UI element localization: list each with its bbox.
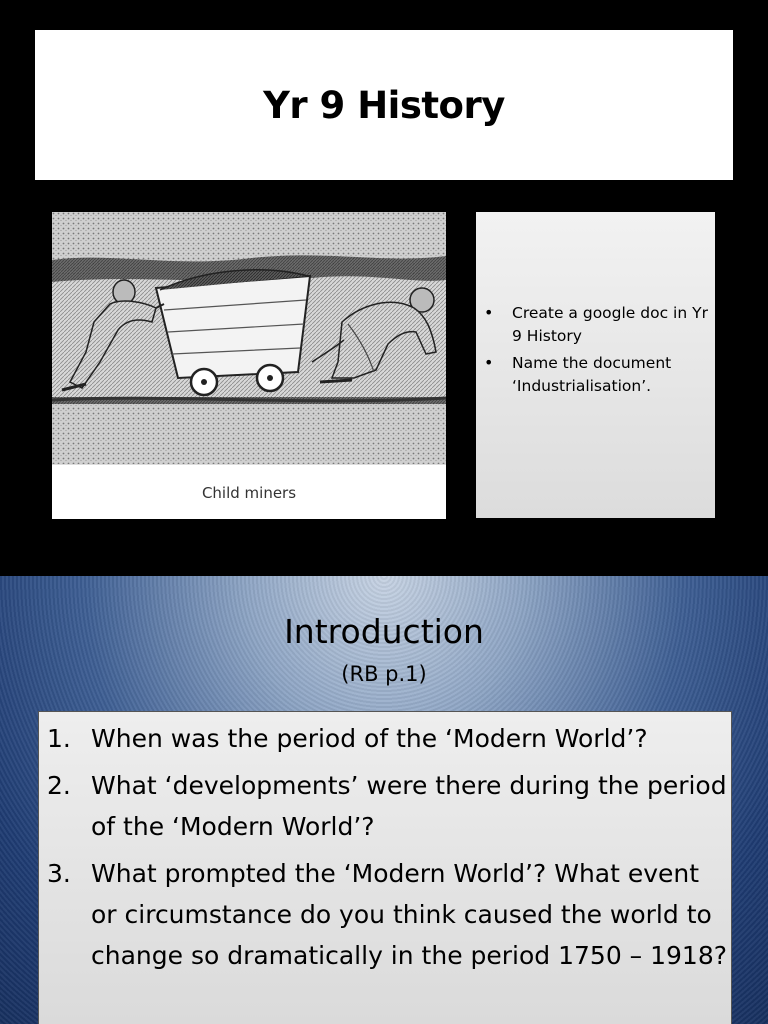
instruction-item: • Name the document ‘Industrialisation’. xyxy=(484,352,709,398)
title-box xyxy=(35,30,733,180)
questions-list xyxy=(47,718,727,982)
instructions-list xyxy=(484,302,709,402)
child-miners-engraving xyxy=(52,212,446,464)
question-text: What ‘developments’ were there during the period of the ‘Modern World’? xyxy=(91,771,727,841)
slide-title: Yr 9 History xyxy=(263,83,505,127)
instructions-box xyxy=(476,212,715,518)
question-number: 2. xyxy=(47,771,71,800)
question-text: What prompted the ‘Modern World’? What event or circumstance do you think caused the world to change so dramatically in the period 1750 – 1918? xyxy=(91,859,728,970)
question-item xyxy=(47,718,727,759)
image-caption: Child miners xyxy=(52,464,446,519)
slide-title: Introduction xyxy=(284,612,484,651)
child-miners-image xyxy=(52,212,446,519)
question-item xyxy=(47,765,727,847)
instruction-item: • Create a google doc in Yr 9 History xyxy=(484,302,709,348)
questions-box xyxy=(38,711,732,1024)
question-item xyxy=(47,853,727,976)
question-number: 1. xyxy=(47,724,71,753)
slide-2 xyxy=(0,576,768,1024)
slide-subtitle: (RB p.1) xyxy=(341,662,427,686)
question-number: 3. xyxy=(47,859,71,888)
question-text: When was the period of the ‘Modern World’? xyxy=(91,724,648,753)
